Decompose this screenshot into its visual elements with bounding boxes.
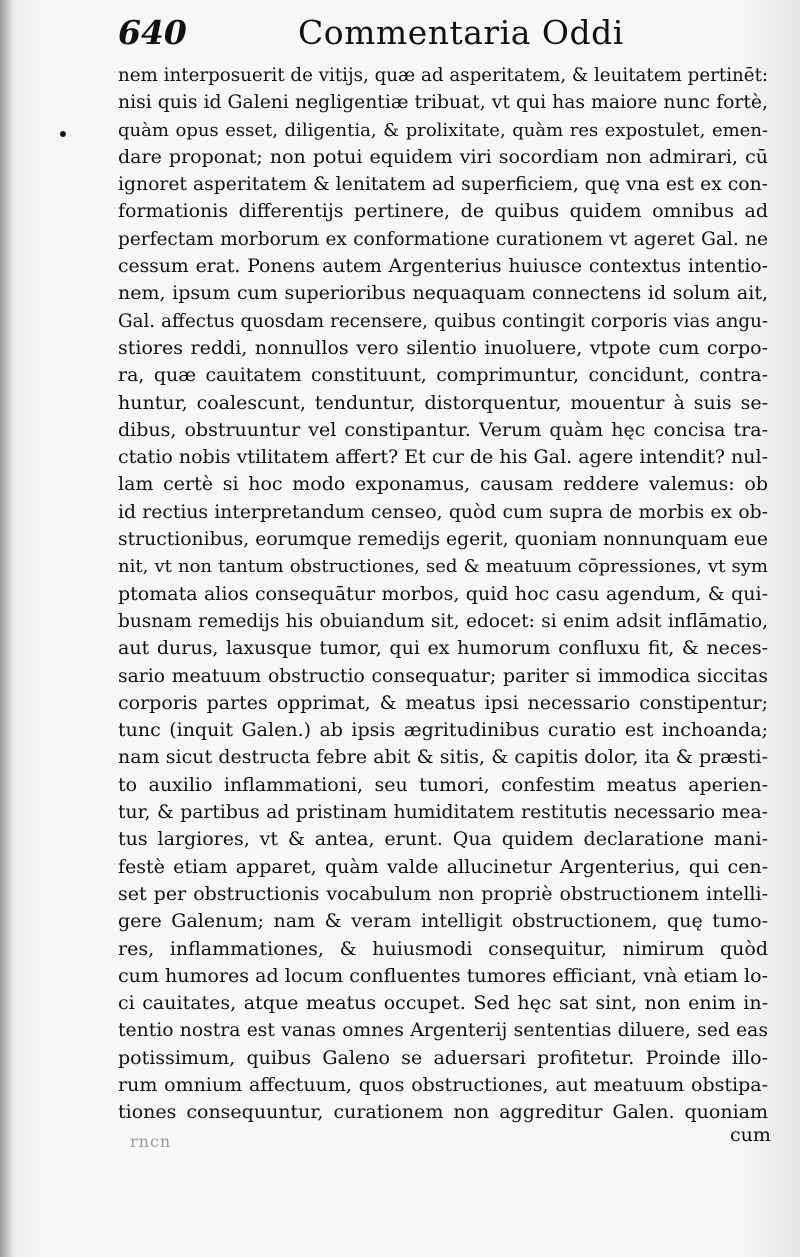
text-line: dibus, obstruuntur vel constipantur. Verum quàm hęc concisa tra-: [118, 418, 768, 441]
catchword: cum: [730, 1124, 771, 1146]
text-line: ra, quæ cauitatem constituunt, comprimuntur, concidunt, contra-: [118, 364, 768, 387]
page-header: [118, 8, 758, 58]
body-text: [118, 62, 768, 1127]
text-line: structionibus, eorumque remedijs egerit, quoniam nonnunquam eue: [118, 529, 768, 551]
text-line: to auxilio inflammationi, seu tumori, confestim meatus aperien-: [118, 773, 768, 796]
text-line: dare proponat; non potui equidem viri socordiam non admirari, cū: [118, 145, 768, 168]
margin-mark: [60, 131, 66, 137]
text-line: gere Galenum; nam & veram intelligit obstructionem, quę tumo-: [118, 910, 768, 933]
text-line: ignoret asperitatem & lenitatem ad superficiem, quę vna est ex con-: [118, 174, 768, 196]
text-line: nam sicut destructa febre abit & sitis, & capitis dolor, ita & præsti-: [118, 746, 768, 769]
text-line: ptomata alios consequātur morbos, quid hoc casu agendum, & qui-: [118, 582, 768, 605]
text-line: nem, ipsum cum superioribus nequaquam connectens id solum ait,: [118, 282, 768, 305]
text-line: Gal. affectus quosdam recensere, quibus contingit corporis vias angu-: [118, 310, 768, 332]
text-line: huntur, coalescunt, tenduntur, distorquentur, mouentur à suis se-: [118, 391, 768, 414]
text-line: tus largiores, vt & antea, erunt. Qua quidem declaratione mani-: [118, 828, 768, 851]
text-line: tentio nostra est vanas omnes Argenterij sententias diluere, sed eas: [118, 1020, 768, 1042]
text-line: stiores reddi, nonnullos vero silentio inuoluere, vtpote cum corpo-: [118, 336, 768, 359]
text-line: ci cauitates, atque meatus occupet. Sed hęc sat sint, non enim in-: [118, 992, 768, 1015]
text-line: cum humores ad locum confluentes tumores efficiant, vnà etiam lo-: [118, 964, 768, 987]
text-line: sario meatuum obstructio consequatur; pariter si immodica siccitas: [118, 665, 768, 687]
bleed-through-text: rncn: [130, 1132, 172, 1151]
text-line: id rectius interpretandum censeo, quòd cum supra de morbis ex ob-: [118, 501, 768, 523]
text-line: nit, vt non tantum obstructiones, sed & meatuum cōpressiones, vt sym: [118, 556, 768, 578]
text-line: cessum erat. Ponens autem Argenterius huiusce contextus intentio-: [118, 256, 768, 278]
text-line: ctatio nobis vtilitatem affert? Et cur de his Gal. agere intendit? nul-: [118, 446, 768, 469]
text-line: nisi quis id Galeni negligentiæ tribuat, vt qui has maiore nunc fortè,: [118, 92, 768, 114]
text-line: nem interposuerit de vitijs, quæ ad asperitatem, & leuitatem pertinēt:: [118, 65, 768, 86]
text-line: set per obstructionis vocabulum non propriè obstructionem intelli-: [118, 882, 768, 905]
text-line: festè etiam apparet, quàm valde allucinetur Argenterius, qui cen-: [118, 855, 768, 878]
text-line: tur, & partibus ad pristinam humiditatem restitutis necessario mea-: [118, 802, 768, 824]
text-line: busnam remedijs his obuiandum sit, edocet: si enim adsit inflāmatio,: [118, 610, 768, 632]
text-line: tunc (inquit Galen.) ab ipsis ægritudinibus curatio est inchoanda;: [118, 719, 768, 742]
text-line: rum omnium affectuum, quos obstructiones, aut meatuum obstipa-: [118, 1073, 768, 1096]
page-number: 640: [118, 13, 187, 52]
text-line: corporis partes opprimat, & meatus ipsi necessario constipentur;: [118, 691, 768, 714]
text-line: res, inflammationes, & huiusmodi consequitur, nimirum quòd: [118, 937, 768, 960]
text-line: perfectam morborum ex conformatione curationem vt ageret Gal. ne: [118, 228, 768, 250]
text-line: aut durus, laxusque tumor, qui ex humorum confluxu fit, & neces-: [118, 637, 768, 660]
text-line: quàm opus esset, diligentia, & prolixitate, quàm res expostulet, emen-: [118, 119, 768, 141]
text-line: tiones consequuntur, curationem non aggreditur Galen. quoniam: [118, 1101, 768, 1124]
gutter-shadow: [0, 0, 14, 1257]
running-title: Commentaria Oddi: [298, 13, 624, 52]
text-line: potissimum, quibus Galeno se aduersari profitetur. Proinde illo-: [118, 1046, 768, 1069]
text-line: formationis differentijs pertinere, de quibus quidem omnibus ad: [118, 200, 768, 223]
text-line: lam certè si hoc modo exponamus, causam reddere valemus: ob: [118, 473, 768, 496]
